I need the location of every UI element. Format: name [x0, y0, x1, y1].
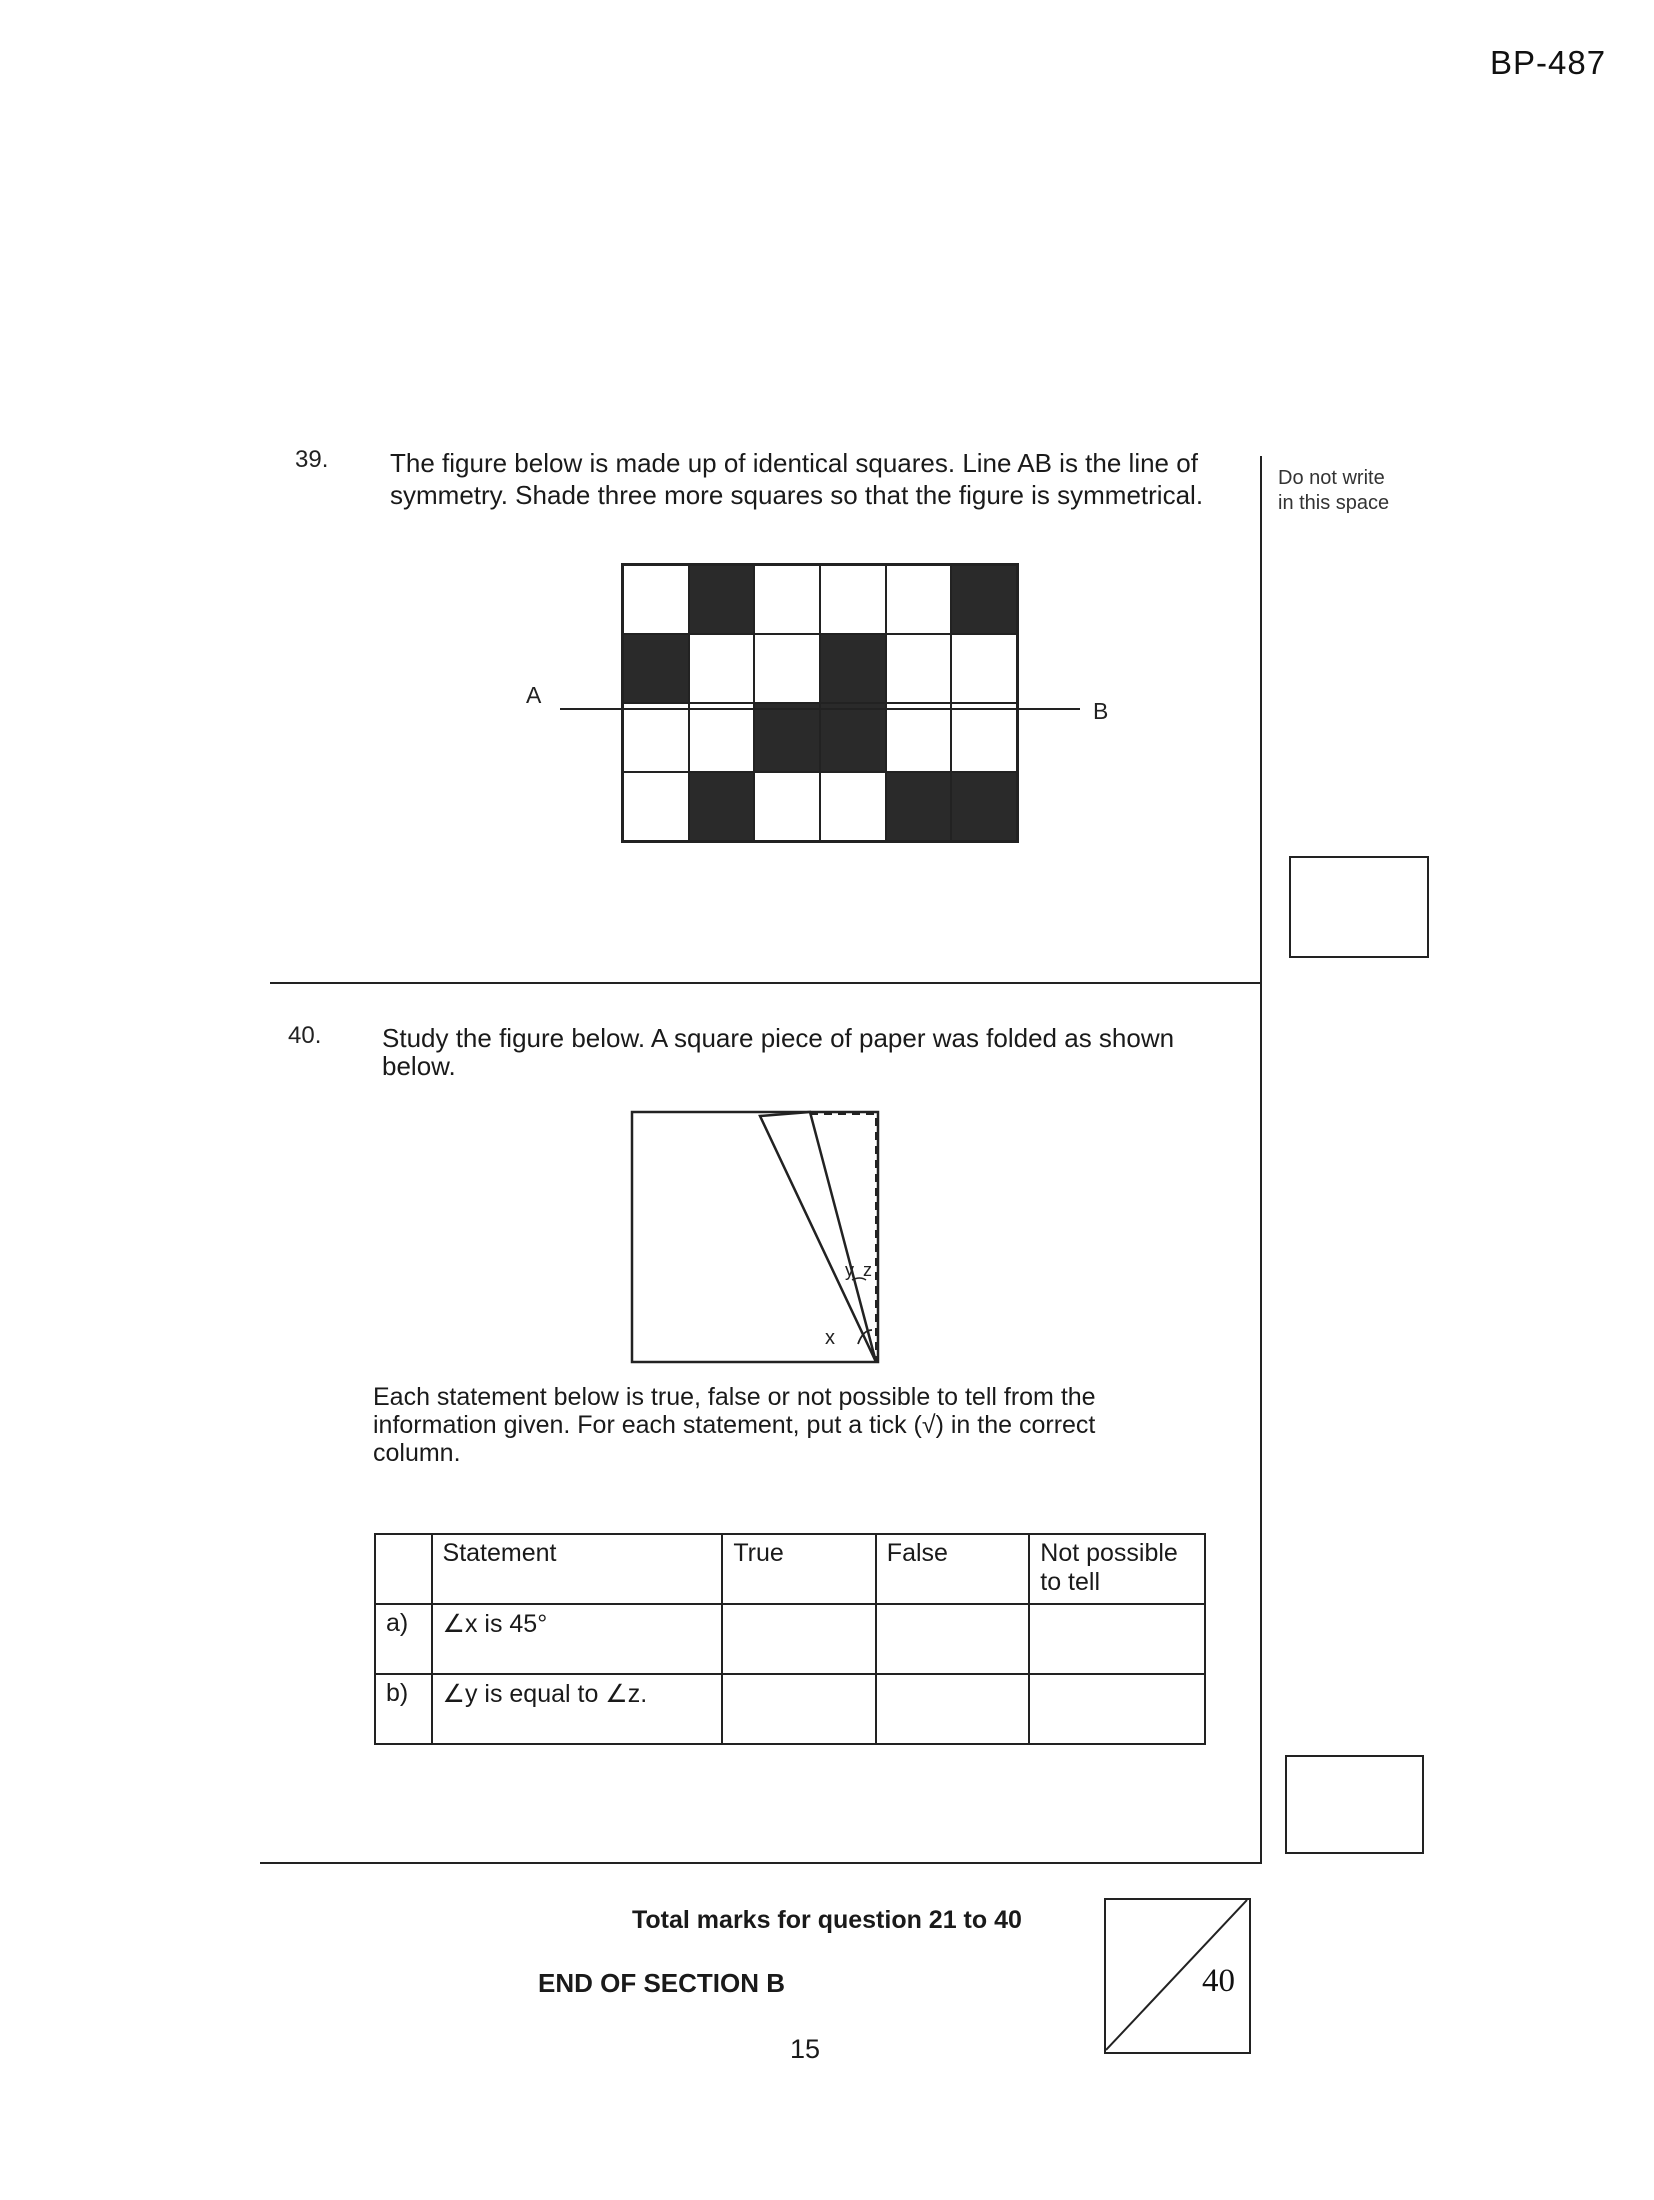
grid-square[interactable]: [754, 634, 820, 703]
header-statement: Statement: [432, 1534, 723, 1604]
grid-square[interactable]: [886, 703, 952, 772]
grid-square[interactable]: [886, 634, 952, 703]
end-of-section: END OF SECTION B: [538, 1968, 786, 1998]
grid-square[interactable]: [820, 772, 886, 841]
q40-text-line1: Study the figure below. A square piece of paper was folded as shown: [382, 1023, 1175, 1053]
q40-text: [382, 1024, 1174, 1080]
total-marks-box[interactable]: [1104, 1898, 1251, 2054]
table-row: [375, 1604, 1205, 1674]
margin-note-line2: in this space: [1278, 492, 1390, 514]
header-true: True: [722, 1534, 875, 1604]
total-marks-text: Total marks for question 21 to 40: [632, 1906, 1022, 1934]
label-x: x: [825, 1327, 835, 1349]
margin-note: [1278, 466, 1389, 516]
grid-square-shaded[interactable]: [886, 772, 952, 841]
label-y: y: [845, 1260, 854, 1280]
row-a-label: a): [375, 1604, 432, 1674]
folded-paper-figure: [620, 1104, 890, 1374]
q40-instr-line2: information given. For each statement, put a tick (√) in the correct: [373, 1411, 1096, 1439]
grid-square-shaded[interactable]: [689, 565, 755, 634]
line-of-symmetry-ab: [560, 708, 1080, 710]
row-a-not-possible-cell[interactable]: [1029, 1604, 1205, 1674]
grid-square-shaded[interactable]: [754, 703, 820, 772]
q40-instructions: [373, 1383, 1096, 1467]
grid-square-shaded[interactable]: [951, 772, 1017, 841]
q40-number: 40.: [288, 1022, 322, 1049]
header-false: False: [876, 1534, 1029, 1604]
grid-square[interactable]: [689, 634, 755, 703]
row-b-false-cell[interactable]: [876, 1674, 1029, 1744]
q39-marks-box[interactable]: [1289, 856, 1429, 958]
question-separator: [270, 982, 1262, 984]
page-number: 15: [790, 2034, 821, 2064]
q40-instr-line1: Each statement below is true, false or not possible to tell from the: [373, 1383, 1096, 1411]
grid-square[interactable]: [623, 703, 689, 772]
q40-marks-box[interactable]: [1285, 1755, 1424, 1854]
grid-square-shaded[interactable]: [820, 634, 886, 703]
grid-square-shaded[interactable]: [820, 703, 886, 772]
row-a-statement: ∠x is 45°: [432, 1604, 723, 1674]
grid-square-shaded[interactable]: [689, 772, 755, 841]
section-separator: [260, 1862, 1260, 1864]
q40-text-line2: below.: [382, 1051, 456, 1081]
q39-text-line1: The figure below is made up of identical squares. Line AB is the line of: [390, 448, 1198, 478]
symmetry-grid-figure: [621, 563, 1019, 843]
header-blank: [375, 1534, 432, 1604]
margin-note-line1: Do not write: [1278, 467, 1385, 489]
total-marks-value: 40: [1202, 1963, 1235, 1999]
grid-square[interactable]: [754, 565, 820, 634]
row-b-true-cell[interactable]: [722, 1674, 875, 1744]
row-b-not-possible-cell[interactable]: [1029, 1674, 1205, 1744]
symmetry-grid: [621, 563, 1019, 843]
grid-square[interactable]: [623, 772, 689, 841]
q39-number: 39.: [295, 446, 329, 473]
grid-square[interactable]: [623, 565, 689, 634]
grid-square[interactable]: [820, 565, 886, 634]
q40-instr-line3: column.: [373, 1439, 461, 1467]
grid-square[interactable]: [886, 565, 952, 634]
row-b-label: b): [375, 1674, 432, 1744]
margin-divider: [1260, 456, 1262, 1864]
grid-square-shaded[interactable]: [623, 634, 689, 703]
grid-square[interactable]: [754, 772, 820, 841]
grid-square-shaded[interactable]: [951, 565, 1017, 634]
q39-text-line2: symmetry. Shade three more squares so that the figure is symmetrical.: [390, 480, 1204, 510]
statement-table: [374, 1533, 1206, 1745]
label-a: A: [526, 682, 542, 708]
table-header-row: [375, 1534, 1205, 1604]
q39-text: [390, 447, 1203, 511]
row-b-statement: ∠y is equal to ∠z.: [432, 1674, 723, 1744]
grid-square[interactable]: [689, 703, 755, 772]
grid-square[interactable]: [951, 703, 1017, 772]
grid-square[interactable]: [951, 634, 1017, 703]
header-not-possible: Not possible to tell: [1029, 1534, 1205, 1604]
table-row: [375, 1674, 1205, 1744]
label-b: B: [1093, 698, 1109, 724]
row-a-false-cell[interactable]: [876, 1604, 1029, 1674]
row-a-true-cell[interactable]: [722, 1604, 875, 1674]
label-z: z: [863, 1260, 872, 1280]
paper-code: BP-487: [1490, 44, 1607, 81]
